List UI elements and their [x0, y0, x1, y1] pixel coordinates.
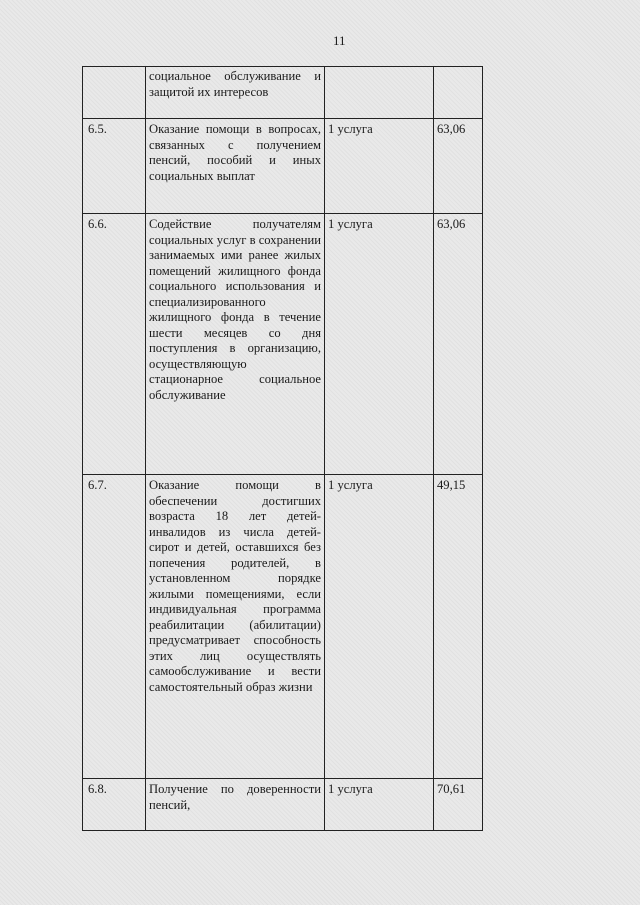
service-unit: 1 услуга	[325, 779, 434, 831]
service-unit: 1 услуга	[325, 119, 434, 214]
table-row	[83, 779, 483, 831]
service-price: 63,06	[434, 214, 483, 475]
service-description: Оказание помощи в вопросах, связанных с получением пенсий, пособий и иных социальных выплат	[146, 119, 325, 214]
row-number: 6.7.	[83, 475, 146, 779]
row-number: 6.5.	[83, 119, 146, 214]
service-unit	[325, 67, 434, 119]
service-unit: 1 услуга	[325, 214, 434, 475]
service-description: Получение по доверенности пенсий,	[146, 779, 325, 831]
table-row	[83, 119, 483, 214]
table-row	[83, 475, 483, 779]
page-number: 11	[333, 33, 346, 48]
service-price: 49,15	[434, 475, 483, 779]
service-description: социальное обслуживание и защитой их интересов	[146, 67, 325, 119]
row-number	[83, 67, 146, 119]
service-price	[434, 67, 483, 119]
service-price: 70,61	[434, 779, 483, 831]
row-number: 6.8.	[83, 779, 146, 831]
service-price: 63,06	[434, 119, 483, 214]
service-description: Содействие получателям социальных услуг в сохранении занимаемых ими ранее жилых помещений жилищного фонда социального использования и специализированного жилищного фонда в течение шести месяцев со дня поступления в организацию, осуществляющую стационарное социальное обслуживание	[146, 214, 325, 475]
row-number: 6.6.	[83, 214, 146, 475]
table-row	[83, 214, 483, 475]
service-description: Оказание помощи в обеспечении достигших возраста 18 лет детей-инвалидов из числа детей-сирот и детей, оставшихся без попечения родителей, в установленном порядке жилыми помещениями, если индивидуальная программа реабилитации (абилитации) предусматривает способность этих лиц осуществлять самообслуживание и вести самостоятельный образ жизни	[146, 475, 325, 779]
table-row	[83, 67, 483, 119]
services-table	[82, 66, 483, 831]
service-unit: 1 услуга	[325, 475, 434, 779]
